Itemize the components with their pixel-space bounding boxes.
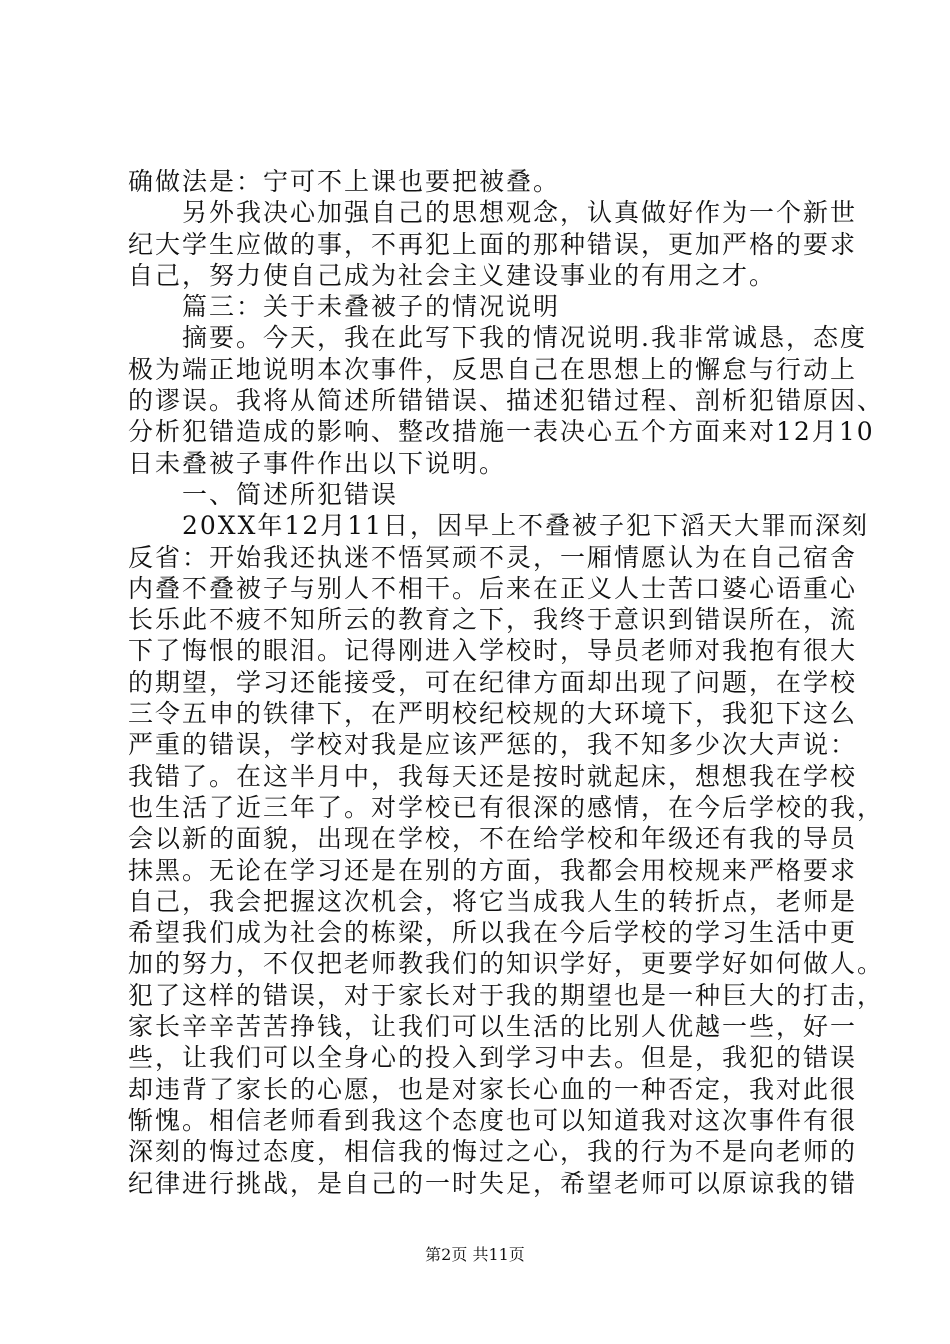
text-line: 抹黑。无论在学习还是在别的方面，我都会用校规来严格要求 [128,855,858,885]
text-line: 加的努力，不仅把老师教我们的知识学好，更要学好如何做人。 [128,949,885,979]
text-line: 纪律进行挑战，是自己的一时失足，希望老师可以原谅我的错 [128,1168,858,1198]
text-line: 日未叠被子事件作出以下说明。 [128,448,507,478]
document-body [128,166,885,1199]
text-line: 下了悔恨的眼泪。记得刚进入学校时，导员老师对我抱有很大 [128,636,858,666]
text-line: 自己，我会把握这次机会，将它当成我人生的转折点，老师是 [128,886,858,916]
text-line: 惭愧。相信老师看到我这个态度也可以知道我对这次事件有很 [128,1105,858,1135]
text-line: 极为端正地说明本次事件，反思自己在思想上的懈怠与行动上 [128,354,858,384]
text-line: 三令五申的铁律下，在严明校纪校规的大环境下，我犯下这么 [128,699,858,729]
text-line: 些，让我们可以全身心的投入到学习中去。但是，我犯的错误 [128,1043,858,1073]
text-line: 长乐此不疲不知所云的教育之下，我终于意识到错误所在，流 [128,605,858,635]
text-line: 希望我们成为社会的栋梁，所以我在今后学校的学习生活中更 [128,918,858,948]
text-line: 确做法是：宁可不上课也要把被叠。 [128,167,561,196]
text-line: 反省：开始我还执迷不悟冥顽不灵，一厢情愿认为在自己宿舍 [128,542,858,572]
text-line: 另外我决心加强自己的思想观念，认真做好作为一个新世 [128,198,858,228]
text-line: 的谬误。我将从简述所错错误、描述犯错过程、剖析犯错原因、 [128,386,885,416]
text-line: 深刻的悔过态度，相信我的悔过之心，我的行为不是向老师的 [128,1137,858,1167]
text-line: 会以新的面貌，出现在学校，不在给学校和年级还有我的导员 [128,824,858,854]
text-line: 摘要。今天，我在此写下我的情况说明.我非常诚恳，态度 [128,323,867,353]
text-line: 内叠不叠被子与别人不相干。后来在正义人士苦口婆心语重心 [128,573,858,603]
section-heading: 篇三：关于未叠被子的情况说明 [128,292,561,322]
page-number-footer: 第2页 共11页 [425,1245,525,1264]
text-line: 也生活了近三年了。对学校已有很深的感情，在今后学校的我， [128,792,885,822]
text-line: 自己，努力使自己成为社会主义建设事业的有用之才。 [128,260,777,290]
text-line: 却违背了家长的心愿，也是对家长心血的一种否定，我对此很 [128,1074,858,1104]
text-line: 犯了这样的错误，对于家长对于我的期望也是一种巨大的打击， [128,980,885,1010]
section-heading: 一、简述所犯错误 [128,479,399,509]
text-line: 家长辛辛苦苦挣钱，让我们可以生活的比别人优越一些，好一 [128,1012,858,1042]
text-line: 纪大学生应做的事，不再犯上面的那种错误，更加严格的要求 [128,229,858,259]
text-line: 的期望，学习还能接受，可在纪律方面却出现了问题，在学校 [128,667,858,697]
text-line: 严重的错误，学校对我是应该严惩的，我不知多少次大声说： [128,730,858,760]
text-line: 20XX年12月11日，因早上不叠被子犯下滔天大罪而深刻 [128,511,870,541]
text-line: 分析犯错造成的影响、整改措施一表决心五个方面来对12月10 [128,417,875,447]
text-line: 我错了。在这半月中，我每天还是按时就起床，想想我在学校 [128,761,858,791]
